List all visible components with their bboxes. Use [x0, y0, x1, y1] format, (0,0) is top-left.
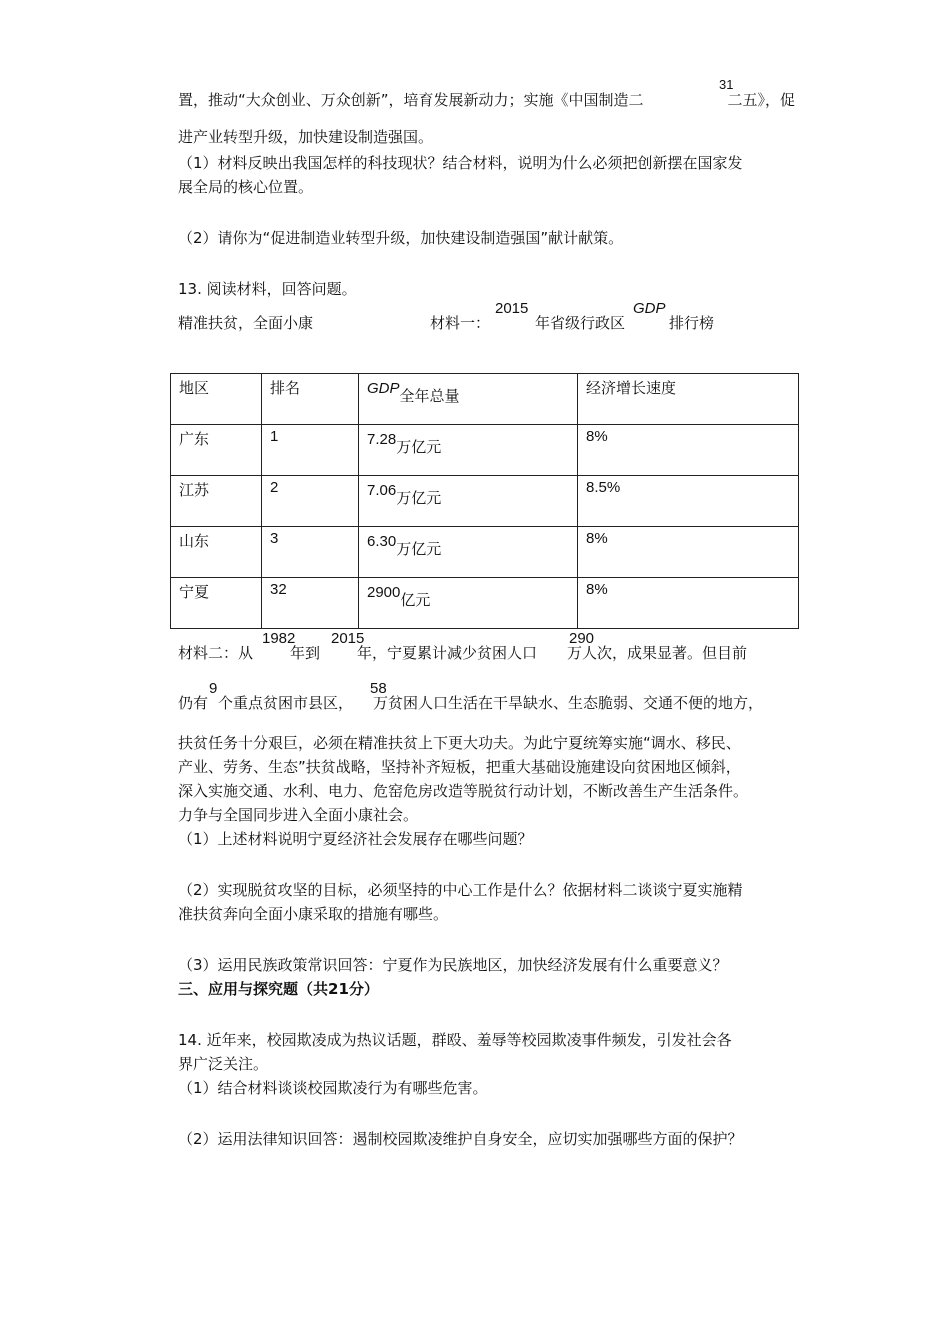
m2-num-290: 290: [569, 630, 595, 647]
material1-prefix: 材料一：: [430, 314, 491, 332]
region-text: 宁夏: [179, 583, 210, 601]
amount-value: 2900: [367, 584, 401, 601]
m2-d: 万人次，成果显著。但目前: [567, 644, 748, 662]
material2-line-2: [178, 693, 763, 713]
header-gdp: [359, 374, 578, 425]
amount-value: 6.30: [367, 533, 397, 550]
cell-rank: [262, 578, 359, 629]
table-row: [171, 425, 799, 476]
region-text: 江苏: [179, 481, 210, 499]
intro-line-2: 进产业转型升级，加快建设制造强国。: [178, 128, 434, 146]
amount-group: [367, 428, 442, 456]
growth-text: 8.5%: [586, 479, 621, 496]
m2-g: 万贫困人口生活在干旱缺水、生态脆弱、交通不便的地方，: [373, 694, 764, 712]
growth-text: 8%: [586, 581, 608, 598]
material2-line-4: 产业、劳务、生态”扶贫战略，坚持补齐短板，把重大基础设施建设向贫困地区倾斜，: [178, 758, 741, 776]
intro-line-1: [178, 90, 795, 110]
cell-rank: [262, 425, 359, 476]
intro-line-1b: 二五》，促: [727, 91, 796, 109]
amount-unit: 亿元: [400, 591, 431, 609]
rank-text: 3: [270, 530, 279, 547]
q14-line-1: 14. 近年来，校园欺凌成为热议话题，群殴、羞辱等校园欺凌事件频发，引发社会各: [178, 1031, 732, 1049]
gdp-ranking-table: [170, 373, 799, 629]
header-growth: [578, 374, 799, 425]
amount-value: 7.06: [367, 482, 397, 499]
q13-sub-q3: （3）运用民族政策常识回答：宁夏作为民族地区，加快经济发展有什么重要意义？: [178, 956, 728, 974]
cell-region: [171, 527, 262, 578]
header-gdp-abbr: GDP: [367, 380, 400, 397]
cell-amount: [359, 578, 578, 629]
table-header-row: [171, 374, 799, 425]
rank-text: 32: [270, 581, 287, 598]
intro-line-1a: 置，推动“大众创业、万众创新”，培育发展新动力；实施《中国制造二: [178, 91, 644, 109]
cell-growth: [578, 476, 799, 527]
cell-amount: [359, 527, 578, 578]
m2-e: 仍有: [178, 694, 209, 712]
table-row: [171, 578, 799, 629]
header-gdp-total: 全年总量: [399, 387, 460, 405]
cell-amount: [359, 476, 578, 527]
q14-sub-q1: （1）结合材料谈谈校园欺凌行为有哪些危害。: [178, 1079, 488, 1097]
material2-line-3: 扶贫任务十分艰巨，必须在精准扶贫上下更大功夫。为此宁夏统筹实施“调水、移民、: [178, 734, 741, 752]
rank-text: 2: [270, 479, 279, 496]
amount-group: [367, 581, 431, 609]
material2-line-6: 力争与全国同步进入全面小康社会。: [178, 806, 419, 824]
cell-region: [171, 578, 262, 629]
intro-superscript: 31: [719, 77, 734, 92]
intro-q2: （2）请你为“促进制造业转型升级，加快建设制造强国”献计献策。: [178, 229, 624, 247]
m2-num-9: 9: [209, 680, 218, 697]
amount-group: [367, 530, 442, 558]
q13-sub-q2-line-1: （2）实现脱贫攻坚的目标，必须坚持的中心工作是什么？依据材料二谈谈宁夏实施精: [178, 881, 743, 899]
table-row: [171, 476, 799, 527]
intro-q1-line-1: （1）材料反映出我国怎样的科技现状？结合材料，说明为什么必须把创新摆在国家发: [178, 154, 743, 172]
cell-region: [171, 476, 262, 527]
q13-material1-title: [430, 313, 490, 333]
m2-year-1982: 1982: [262, 630, 296, 647]
cell-region: [171, 425, 262, 476]
m2-a: 材料二：从: [178, 644, 254, 662]
header-region-label: 地区: [179, 379, 210, 397]
m2-num-58: 58: [370, 680, 387, 697]
q14-sub-q2: （2）运用法律知识回答：遏制校园欺凌维护自身安全，应切实加强哪些方面的保护？: [178, 1130, 743, 1148]
header-rank-label: 排名: [270, 379, 301, 397]
header-rank: [262, 374, 359, 425]
q13-sub-q2-line-2: 准扶贫奔向全面小康采取的措施有哪些。: [178, 905, 449, 923]
material1-suffix: 排行榜: [669, 314, 715, 332]
rank-text: 1: [270, 428, 279, 445]
region-text: 广东: [179, 430, 210, 448]
amount-value: 7.28: [367, 431, 397, 448]
m2-b: 年到: [290, 644, 321, 662]
cell-growth: [578, 578, 799, 629]
material1-mid: 年省级行政区: [535, 314, 626, 332]
q13-subtitle: 精准扶贫，全面小康: [178, 314, 314, 332]
growth-text: 8%: [586, 530, 608, 547]
amount-unit: 万亿元: [396, 540, 442, 558]
cell-growth: [578, 527, 799, 578]
amount-group: [367, 479, 442, 507]
region-text: 山东: [179, 532, 210, 550]
amount-unit: 万亿元: [396, 438, 442, 456]
header-gdp-label: [367, 377, 460, 405]
q14-line-2: 界广泛关注。: [178, 1055, 269, 1073]
growth-text: 8%: [586, 428, 608, 445]
cell-rank: [262, 476, 359, 527]
amount-unit: 万亿元: [396, 489, 442, 507]
material1-gdp: GDP: [633, 300, 666, 317]
q13-heading: 13. 阅读材料，回答问题。: [178, 280, 357, 298]
material2-line-5: 深入实施交通、水利、电力、危窑危房改造等脱贫行动计划，不断改善生产生活条件。: [178, 782, 749, 800]
m2-f: 个重点贫困市县区，: [218, 694, 354, 712]
cell-rank: [262, 527, 359, 578]
m2-c: 年，宁夏累计减少贫困人口: [357, 644, 538, 662]
cell-growth: [578, 425, 799, 476]
header-growth-label: 经济增长速度: [586, 379, 677, 397]
intro-q1-line-2: 展全局的核心位置。: [178, 178, 314, 196]
header-region: [171, 374, 262, 425]
table-row: [171, 527, 799, 578]
q13-sub-q1: （1）上述材料说明宁夏经济社会发展存在哪些问题？: [178, 830, 533, 848]
material1-year: 2015: [495, 300, 529, 317]
cell-amount: [359, 425, 578, 476]
section-3-title: 三、应用与探究题（共21分）: [178, 980, 379, 998]
m2-year-2015: 2015: [331, 630, 365, 647]
